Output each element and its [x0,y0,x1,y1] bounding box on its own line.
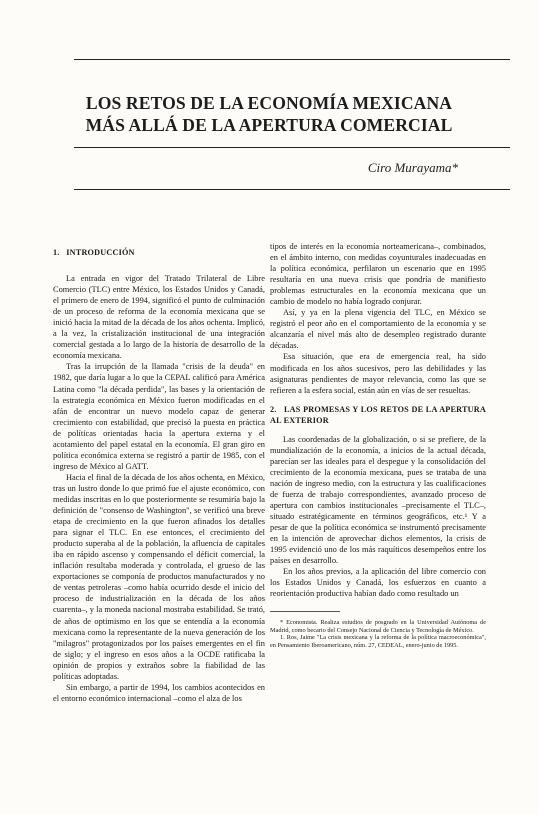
paragraph: Las coordenadas de la globalización, o si se prefiere, de la mundialización de la economía, a inicios de la actual década, parecían ser las ideales para el despegue y la consolidación del crecimiento de la economía mexicana, pues se trataba de una nación de ingreso medio, con la estructura y las cualificaciones de fuerza de trabajo correspondientes, avanzado proceso de apertura con cambios institucionales –precisamente el TLC–, situado estratégicamente en términos geográficos, etc.¹ Y a pesar de que la política económica se instrumentó precisamente en la intención de aprovechar dichos elementos, la crisis de 1995 evidenció uno de los más raquíticos desempeños entre los países en desarrollo. [270,434,486,566]
section-2-heading [270,404,486,426]
footnote-1: 1. Ros, Jaime "La crisis mexicana y la reforma de la política macroeconómica", en Pensamiento Iberoamericano, núm. 27, CEDEAL, enero-junio de 1995. [270,634,486,649]
right-column [270,241,486,649]
author-name: Ciro Murayama* [367,160,458,175]
paragraph: tipos de interés en la economía norteamericana–, combinados, en el ámbito interno, con medidas coyunturales inadecuadas en la política económica, perfilaron un escenario que en 1995 resultaría en una nueva crisis que pondría de manifiesto problemas estructurales en la economía mexicana que un cambio de modelo no había logrado conjurar. [270,242,486,307]
footnote-author: * Economista. Realiza estudios de posgrado en la Universidad Autónoma de Madrid, como becario del Consejo Nacional de Ciencia y Tecnología de México. [270,619,486,634]
section-2-title: LAS PROMESAS Y LOS RETOS DE LA APERTURA AL EXTERIOR [270,404,486,425]
top-rule [74,59,510,60]
author-rule [74,189,510,190]
section-2-number: 2. [270,404,277,414]
paragraph: Tras la irrupción de la llamada "crisis de la deuda" en 1982, que daría lugar a lo que la CEPAL calificó para América Latina como "la década perdida", las bases y la orientación de la estrategia económica en México fueron modificadas en el afán de encontrar un nuevo modelo capaz de generar crecimiento con estabilidad, que precisó la puesta en práctica de políticas orientadas hacia la apertura externa y el acotamiento del papel estatal en la economía. El gran giro en política económica externa se registró a partir de 1985, con el ingreso de México al GATT. [53,362,265,471]
paragraph: En los años previos, a la aplicación del libre comercio con los Estados Unidos y Canadá, los esfuerzos en cuanto a reorientación productiva habían dado como resultado un [270,567,486,599]
title-line-1: LOS RETOS DE LA ECONOMÍA MEXICANA [85,93,453,113]
paragraph: Sin embargo, a partir de 1994, los cambios acontecidos en el entorno económico internacional –como el alza de los [53,682,265,703]
title-line-2: MÁS ALLÁ DE LA APERTURA COMERCIAL [85,115,453,135]
section-1-heading: 1. INTRODUCCIÓN [53,248,135,257]
footnote-rule [270,611,340,612]
paragraph: Hacia el final de la década de los años ochenta, en México, tras un lustro donde lo que primó fue el ajuste económico, con medidas inscritas en lo que posteriormente se resumiría bajo la definición de "consenso de Washington", se verificó una breve etapa de crecimiento en la que fueron afinados los detalles para signar el TLC. En ese entonces, el crecimiento del producto superaba al de la población, la afluencia de capitales iba en rápido ascenso y compensando el déficit comercial, la inflación resultaba moderada y controlada, el grueso de las exportaciones se componía de productos manufacturados y no de ventas petroleras –como había ocurrido desde el inicio del proceso de industrialización en la década de los años cuarenta–, y la moneda nacional mostraba estabilidad. Se trató, de años de optimismo en los que se entendía a la economía mexicana como la representante de la nueva generación de los "milagros" protagonizados por los países emergentes en el fin de siglo; y el ingreso en esos años a la OCDE ratificaba la opinión de propios y extraños sobre la fiabilidad de las políticas adoptadas. [53,472,265,681]
article-title [40,92,498,136]
paragraph: Así, y ya en la plena vigencia del TLC, en México se registró el peor año en el comportamiento de la economía y se alcanzaría el nivel más alto de desempleo registrado durante décadas. [270,308,486,351]
paragraph: La entrada en vigor del Tratado Trilateral de Libre Comercio (TLC) entre México, los Estados Unidos y Canadá, el primero de enero de 1994, significó el punto de culminación de un proceso de reforma de la economía mexicana que se inició hacia la mitad de la década de los años ochenta. Implicó, a la vez, la cristalización institucional de una integración comercial gestada a lo largo de la historia de desarrollo de la economía mexicana. [53,274,265,361]
paragraph: Esa situación, que era de emergencia real, ha sido modificada en los años sucesivos, pero las debilidades y las asignaturas pendientes de mayor relevancia, como las que se refieren a la esfera social, están aún en vías de ser resueltas. [270,352,486,395]
title-rule [74,147,510,148]
footnotes [270,619,486,649]
left-column [53,247,265,704]
